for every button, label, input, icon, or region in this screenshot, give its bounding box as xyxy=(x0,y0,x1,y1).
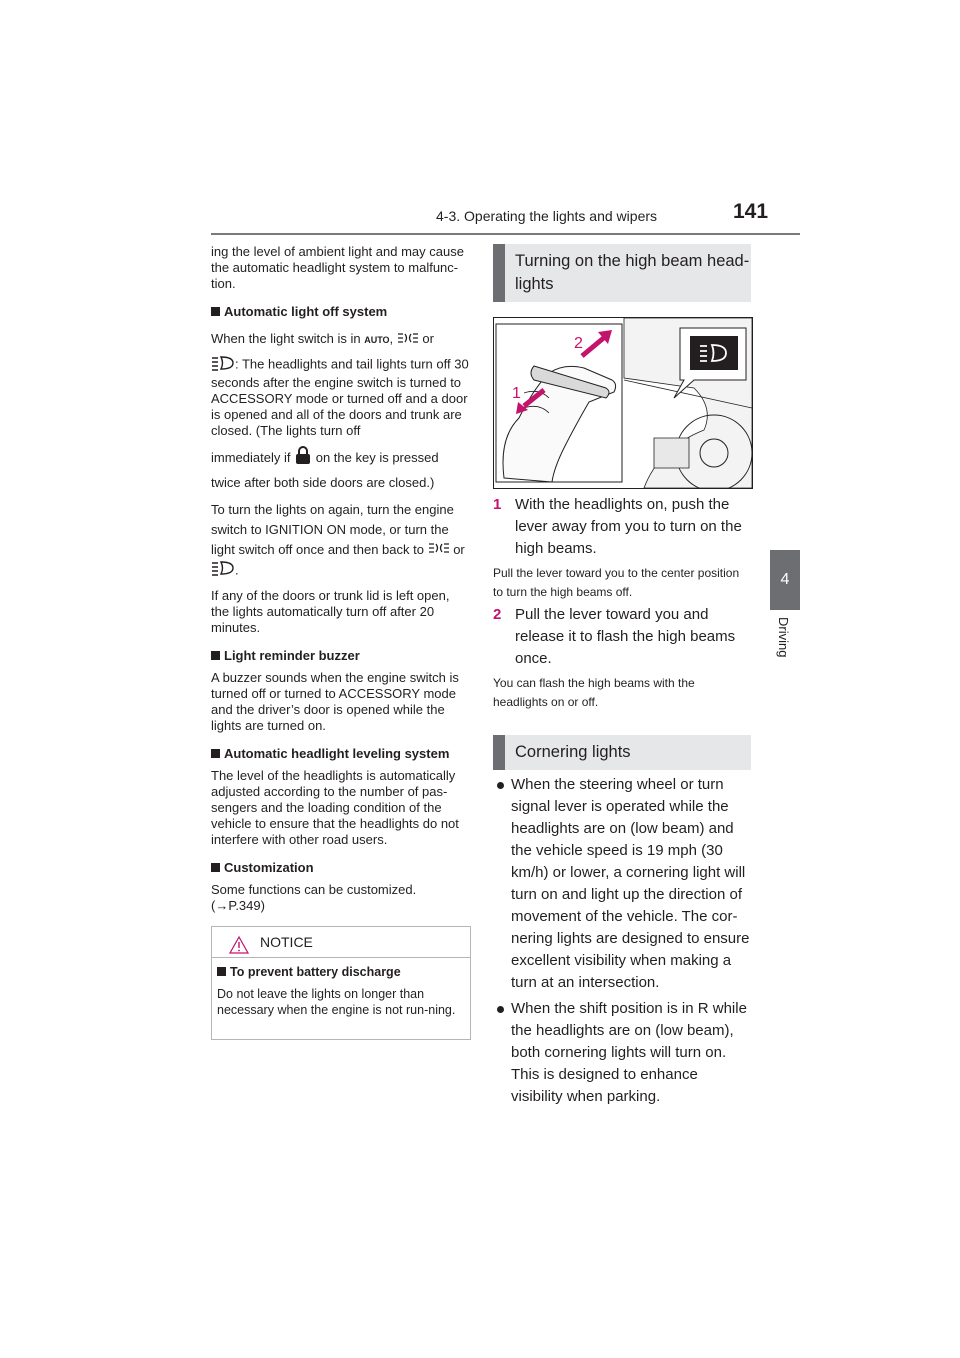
notice-title: NOTICE xyxy=(260,934,313,950)
notice-text: Do not leave the lights on longer than necessary when the engine is not run-ning. xyxy=(217,987,456,1017)
auto-off-line2: : The headlights and tail lights turn off 30 seconds after the engine switch is turned to ACCESSORY mode or turned off and a door is opened and all of the doors and trunk are closed. (The lights turn off xyxy=(211,356,469,438)
headlight-icon xyxy=(211,560,235,582)
auto-off-line3: immediately if on the key is pressed twice after both side doors are closed.) xyxy=(211,445,469,494)
auto-off-para2: To turn the lights on again, turn the engine switch to IGNITION ON mode, or turn the light switch off once and then back to or . xyxy=(211,500,469,583)
tail-light-icon xyxy=(397,327,419,353)
square-bullet-icon xyxy=(211,651,220,660)
square-bullet-icon xyxy=(217,967,226,976)
high-beam-heading: Turning on the high beam head-lights xyxy=(493,244,751,302)
square-bullet-icon xyxy=(211,863,220,872)
notice-box xyxy=(211,926,471,1040)
leveling-heading: Automatic headlight leveling system xyxy=(211,746,469,762)
auto-off-line1: When the light switch is in AUTO, or xyxy=(211,326,469,353)
buzzer-text: A buzzer sounds when the engine switch is turned off or turned to ACCESSORY mode and the driver’s door is opened while the lights are turned on. xyxy=(211,670,459,734)
header-rule xyxy=(211,233,800,235)
buzzer-heading: Light reminder buzzer xyxy=(211,648,469,664)
section-title: 4-3. Operating the lights and wipers xyxy=(436,208,658,224)
step-1-number: 1 xyxy=(493,496,502,513)
cornering-bullet-1: When the steering wheel or turn signal lever is operated while the headlights are on (low beam) and the vehicle speed is 19 mph (30 km/h) or lower, a cornering light will turn on and light up the direction of movement of the vehicle. The cor-nering lights are designed to ensure excellent visibility when making a turn at an intersection. xyxy=(493,774,751,994)
intro-text: ing the level of ambient light and may cause the automatic headlight system to malfunc-tion. xyxy=(211,244,464,291)
customization-text: Some functions can be customized. (→P.349) xyxy=(211,882,417,914)
auto-off-heading: Automatic light off system xyxy=(211,304,469,320)
high-beam-illustration xyxy=(493,317,753,489)
step-2-number: 2 xyxy=(493,606,502,623)
callout-1-label: 1 xyxy=(512,385,521,402)
step-1-note: Pull the lever toward you to the center position to turn the high beams off. xyxy=(493,566,740,599)
step-2-note: You can flash the high beams with the headlights on or off. xyxy=(493,676,695,709)
notice-heading: To prevent battery discharge xyxy=(217,964,465,980)
cornering-bullet-2: When the shift position is in R while the headlights are on (low beam), both cornering lights will turn on. This is designed to enhance visibility when parking. xyxy=(493,998,751,1108)
left-column xyxy=(211,244,469,920)
step-1-text: With the headlights on, push the lever away from you to turn on the high beams. xyxy=(515,496,742,557)
bullet-dot-icon xyxy=(497,782,504,789)
notice-header xyxy=(212,927,470,958)
step-2 xyxy=(493,604,751,670)
customization-heading: Customization xyxy=(211,860,469,876)
page-number: 141 xyxy=(733,200,769,223)
auto-off-para3: If any of the doors or trunk lid is left open, the lights automatically turn off after 20 minutes. xyxy=(211,588,450,636)
leveling-text: The level of the headlights is automatically adjusted according to the number of pas-sengers and the loading condition of the vehicle to ensure that the headlights do not interfere with other road users. xyxy=(211,768,459,848)
auto-switch-icon: AUTO xyxy=(364,334,390,345)
notice-body xyxy=(212,958,470,1022)
tail-light-icon xyxy=(428,540,450,560)
bullet-dot-icon xyxy=(497,1006,504,1013)
step-1 xyxy=(493,494,751,560)
cornering-heading: Cornering lights xyxy=(493,735,751,770)
step-2-text: Pull the lever toward you and release it to flash the high beams once. xyxy=(515,606,736,667)
warning-triangle-icon xyxy=(229,934,249,964)
chapter-tab-number: 4 xyxy=(780,571,790,588)
lock-icon xyxy=(294,445,312,472)
callout-2-label: 2 xyxy=(574,335,583,352)
headlight-icon xyxy=(211,355,235,375)
square-bullet-icon xyxy=(211,307,220,316)
chapter-tab-label: Driving xyxy=(776,617,791,658)
square-bullet-icon xyxy=(211,749,220,758)
